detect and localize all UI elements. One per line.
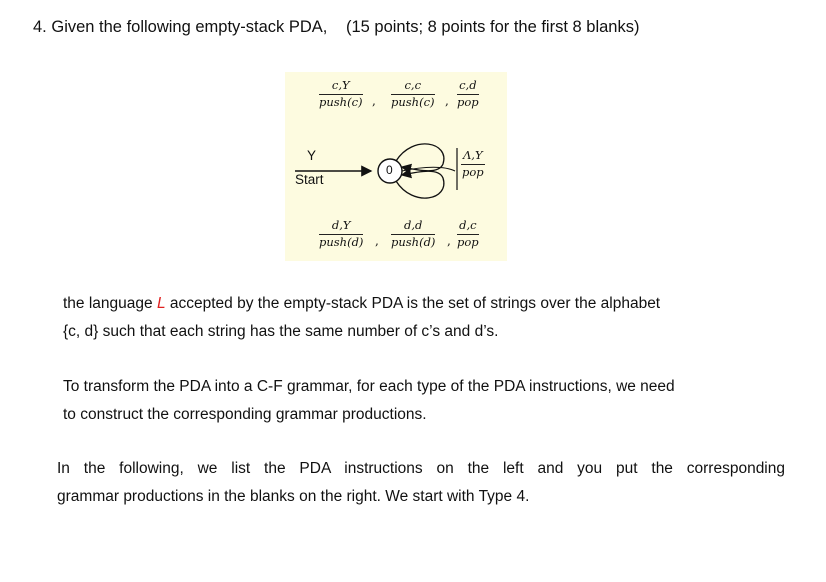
question-title <box>33 18 639 37</box>
loop-top <box>396 144 444 171</box>
paragraph-transform <box>63 373 675 429</box>
question-points: (15 points; 8 points for the first 8 blanks) <box>345 18 640 36</box>
top-transition-3: c,d pop <box>457 78 479 109</box>
comma: , <box>375 234 379 248</box>
paragraph-language <box>63 290 660 346</box>
comma: , <box>372 94 376 108</box>
question-number: 4. <box>33 18 47 36</box>
comma: , <box>447 234 451 248</box>
bottom-transition-2: d,d push(d) <box>391 218 436 249</box>
pda-diagram <box>285 72 507 261</box>
right-transition: Λ,Y pop <box>461 148 484 179</box>
comma: , <box>445 94 449 108</box>
bottom-transition-3: d,c pop <box>457 218 479 249</box>
text: {c, d} such that each string has the same number of c’s and d’s. <box>63 323 499 340</box>
paragraph-instructions <box>57 455 785 511</box>
text: To transform the PDA into a C-F grammar, for each type of the PDA instructions, we need <box>63 378 675 395</box>
question-text: Given the following empty-stack PDA, <box>51 18 328 36</box>
text: accepted by the empty-stack PDA is the set of strings over the alphabet <box>165 295 661 312</box>
loop-bottom <box>396 171 444 198</box>
text: In the following, we list the PDA instructions on the left and you put the corresponding <box>57 460 785 477</box>
text: the language <box>63 295 157 312</box>
state-0-label: 0 <box>386 163 393 177</box>
top-transition-2: c,c push(c) <box>391 78 435 109</box>
language-symbol: L <box>156 295 166 312</box>
top-transition-1: c,Y push(c) <box>319 78 363 109</box>
bottom-transition-1: d,Y push(d) <box>319 218 364 249</box>
start-label: Start <box>295 172 324 187</box>
text: to construct the corresponding grammar productions. <box>63 406 427 423</box>
text: grammar productions in the blanks on the right. We start with Type 4. <box>57 488 530 505</box>
stack-start-symbol: Y <box>307 148 317 163</box>
